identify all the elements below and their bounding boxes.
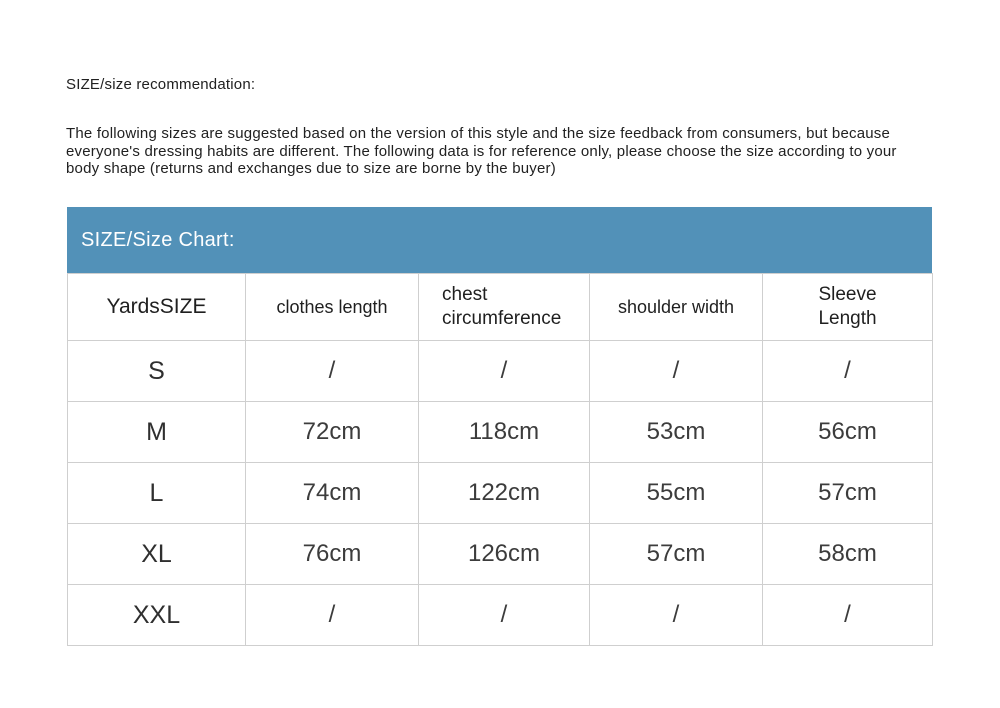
value-cell: 74cm — [246, 463, 419, 524]
table-row-xl — [68, 524, 933, 585]
size-cell: XL — [68, 524, 246, 585]
value-cell: / — [763, 341, 933, 402]
value-cell: 118cm — [419, 402, 590, 463]
size-cell: S — [68, 341, 246, 402]
size-cell: L — [68, 463, 246, 524]
column-header-shoulder-width: shoulder width — [590, 274, 763, 341]
table-row-xxl — [68, 585, 933, 646]
size-disclaimer-text: The following sizes are suggested based on the version of this style and the size feedback from consumers, but because everyone's dressing habits are different. The following data is for reference only, please choose the size according to your body shape (returns and exchanges due to size are borne by the buyer) — [66, 125, 897, 177]
value-cell: 56cm — [763, 402, 933, 463]
column-header-chest-circumference — [419, 274, 590, 341]
value-cell: 58cm — [763, 524, 933, 585]
column-header-clothes-length: clothes length — [246, 274, 419, 341]
size-chart-title: SIZE/Size Chart: — [81, 228, 235, 251]
value-cell: 57cm — [590, 524, 763, 585]
table-row-l — [68, 463, 933, 524]
column-header-size: YardsSIZE — [68, 274, 246, 341]
table-row-m — [68, 402, 933, 463]
column-header-chest-circumference-label: chest circumference — [442, 284, 562, 329]
value-cell: 76cm — [246, 524, 419, 585]
value-cell: / — [419, 585, 590, 646]
section-heading: SIZE/size recommendation: — [66, 76, 256, 93]
value-cell: 72cm — [246, 402, 419, 463]
value-cell: 55cm — [590, 463, 763, 524]
value-cell: 126cm — [419, 524, 590, 585]
size-cell: XXL — [68, 585, 246, 646]
value-cell: 57cm — [763, 463, 933, 524]
value-cell: / — [590, 585, 763, 646]
value-cell: / — [419, 341, 590, 402]
table-row-s — [68, 341, 933, 402]
column-header-sleeve-length — [763, 274, 933, 341]
table-header-row — [68, 274, 933, 341]
value-cell: 122cm — [419, 463, 590, 524]
value-cell: 53cm — [590, 402, 763, 463]
value-cell: / — [763, 585, 933, 646]
value-cell: / — [246, 585, 419, 646]
value-cell: / — [246, 341, 419, 402]
column-header-sleeve-length-label: Sleeve Length — [818, 284, 877, 329]
size-chart-title-bar — [67, 207, 932, 273]
size-chart-table — [67, 273, 933, 646]
size-chart — [67, 207, 932, 646]
size-cell: M — [68, 402, 246, 463]
value-cell: / — [590, 341, 763, 402]
